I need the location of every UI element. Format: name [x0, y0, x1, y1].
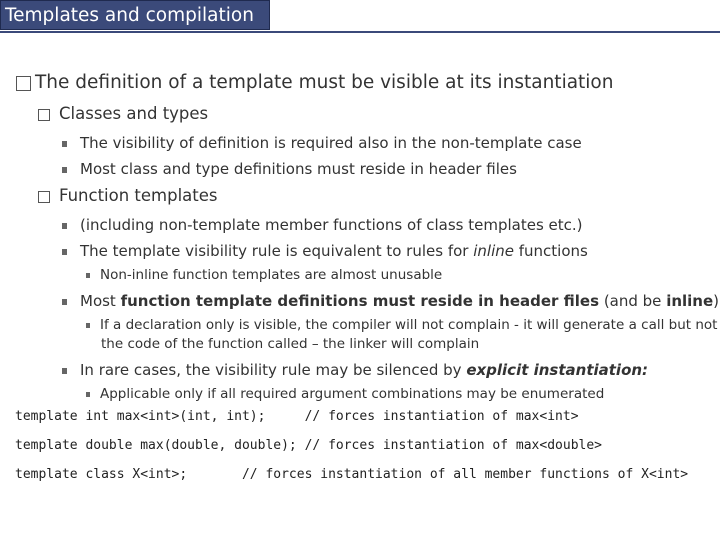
title-underline	[0, 31, 720, 33]
classes-heading: Classes and types	[59, 104, 209, 123]
sub-item-text: the code of the function called – the linker will complain	[101, 336, 480, 352]
list-item-text: In rare cases, the visibility rule may be silenced by	[80, 361, 467, 379]
list-item-text: Most	[80, 292, 121, 310]
list-item-text: The template visibility rule is equivalent to rules for	[80, 242, 474, 260]
list-item	[62, 242, 588, 260]
code-line: template int max<int>(int, int); // forces instantiation of max<int>	[15, 409, 579, 424]
slide-title-bar	[0, 0, 720, 33]
list-item	[62, 216, 583, 234]
main-text: The definition of a template must be visible at its instantiation	[35, 72, 614, 93]
list-item	[62, 134, 582, 152]
title-box	[0, 0, 270, 30]
list-item-text: functions	[513, 242, 588, 260]
sub-list-item-continuation	[101, 336, 479, 352]
square-bullet-icon	[86, 323, 90, 328]
sub-item-text: Applicable only if all required argument combinations may be enumerated	[100, 386, 605, 402]
sub-list-item	[86, 267, 442, 283]
list-item-text: Most class and type definitions must reside in header files	[80, 160, 517, 178]
square-bullet-icon	[62, 249, 67, 255]
sub-list-item	[86, 386, 604, 402]
checkbox-bullet-icon	[38, 191, 50, 203]
checkbox-bullet-icon	[16, 76, 31, 91]
inline-emphasis: inline	[473, 242, 514, 260]
bold-italic-text: explicit instantiation:	[466, 361, 649, 379]
bullet-main	[16, 72, 613, 93]
function-heading: Function templates	[59, 186, 218, 205]
list-item	[62, 361, 648, 379]
list-item-text: The visibility of definition is required also in the non-template case	[80, 134, 582, 152]
square-bullet-icon	[62, 368, 67, 374]
square-bullet-icon	[86, 273, 90, 278]
square-bullet-icon	[62, 299, 67, 305]
checkbox-bullet-icon	[38, 109, 50, 121]
square-bullet-icon	[62, 167, 67, 173]
bullet-function-templates	[38, 186, 218, 205]
sub-item-text: If a declaration only is visible, the compiler will not complain - it will generate a call but not	[100, 317, 718, 333]
list-item-text: (and be	[599, 292, 667, 310]
list-item-text: (including non-template member functions of class templates etc.)	[80, 216, 583, 234]
code-line: template double max(double, double); // forces instantiation of max<double>	[15, 438, 602, 453]
square-bullet-icon	[86, 392, 90, 397]
slide-title: Templates and compilation	[5, 5, 254, 26]
bullet-classes	[38, 104, 208, 123]
sub-list-item	[86, 317, 717, 333]
list-item-text: )	[713, 292, 720, 310]
square-bullet-icon	[62, 223, 67, 229]
list-item	[62, 160, 517, 178]
square-bullet-icon	[62, 141, 67, 147]
bold-text: function template definitions must reside in header files	[120, 292, 600, 310]
code-line: template class X<int>; // forces instantiation of all member functions of X<int>	[15, 467, 689, 482]
sub-item-text: Non-inline function templates are almost unusable	[100, 267, 443, 283]
bold-text: inline	[666, 292, 714, 310]
list-item	[62, 292, 719, 310]
